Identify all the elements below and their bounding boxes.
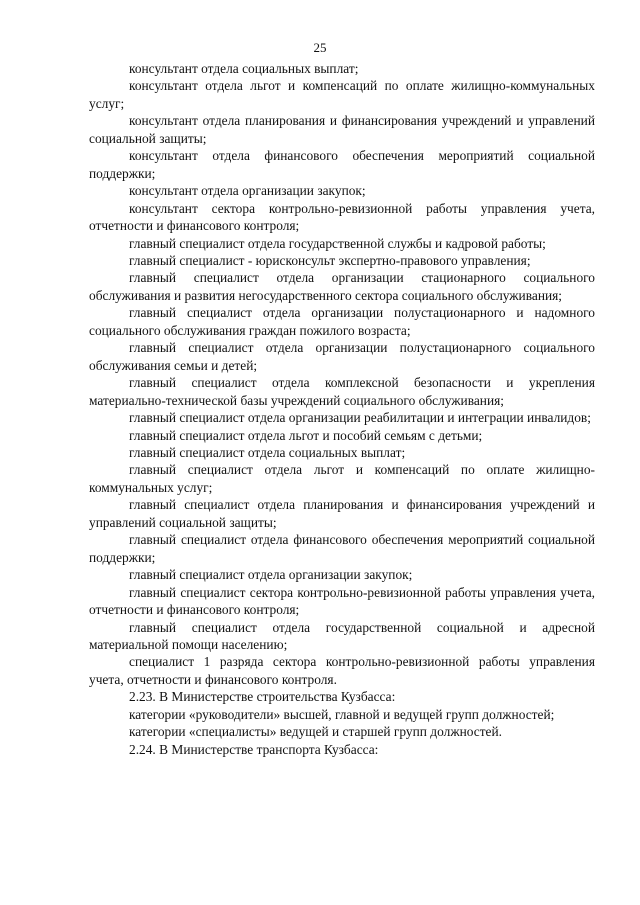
paragraph: главный специалист отдела организации стационарного социального обслуживания и развития негосударственного сектора социального обслуживания; (89, 270, 595, 303)
paragraph: консультант отдела планирования и финансирования учреждений и управлений социальной защиты; (89, 113, 595, 146)
paragraph: главный специалист отдела государственной службы и кадровой работы; (129, 235, 546, 251)
paragraph: главный специалист отдела государственной социальной и адресной материальной помощи населению; (89, 619, 595, 652)
paragraph: главный специалист отдела планирования и финансирования учреждений и управлений социальной защиты; (89, 497, 595, 530)
paragraph: главный специалист отдела организации полустационарного и надомного социального обслуживания граждан пожилого возраста; (89, 305, 595, 338)
section-heading: 2.23. В Министерстве строительства Кузбасса: (129, 689, 396, 705)
section-heading: 2.24. В Министерстве транспорта Кузбасса: (129, 741, 379, 757)
paragraph: главный специалист отдела организации полустационарного социального обслуживания семьи и детей; (89, 340, 595, 373)
paragraph: главный специалист сектора контрольно-ревизионной работы управления учета, отчетности и финансового контроля; (89, 584, 595, 618)
paragraph: специалист 1 разряда сектора контрольно-ревизионной работы управления учета, отчетности и финансового контроля. (89, 654, 595, 687)
paragraph: главный специалист отдела организации закупок; (129, 567, 413, 583)
paragraph: категории «специалисты» ведущей и старшей групп должностей. (129, 724, 503, 740)
paragraph: категории «руководители» высшей, главной и ведущей групп должностей; (129, 706, 555, 722)
paragraph: консультант отдела социальных выплат; (129, 61, 359, 76)
paragraph: консультант отдела льгот и компенсаций по оплате жилищно-коммунальных услуг; (89, 78, 595, 111)
page-number: 25 (313, 40, 327, 55)
paragraph: главный специалист отдела льгот и компенсаций по оплате жилищно-коммунальных услуг; (89, 462, 595, 495)
paragraph: главный специалист отдела социальных выплат; (129, 444, 406, 460)
paragraph: главный специалист отдела организации реабилитации и интеграции инвалидов; (129, 410, 591, 426)
document-body (89, 60, 595, 758)
paragraph: главный специалист отдела комплексной безопасности и укрепления материально-технической базы учреждений социального обслуживания; (89, 375, 595, 408)
paragraph: консультант отдела организации закупок; (129, 183, 366, 199)
paragraph: главный специалист отдела финансового обеспечения мероприятий социальной поддержки; (89, 532, 595, 565)
paragraph: главный специалист - юрисконсульт экспертно-правового управления; (129, 252, 531, 268)
paragraph: консультант отдела финансового обеспечения мероприятий социальной поддержки; (89, 148, 595, 181)
paragraph: консультант сектора контрольно-ревизионной работы управления учета, отчетности и финансового контроля; (89, 200, 595, 234)
paragraph: главный специалист отдела льгот и пособий семьям с детьми; (129, 427, 483, 443)
